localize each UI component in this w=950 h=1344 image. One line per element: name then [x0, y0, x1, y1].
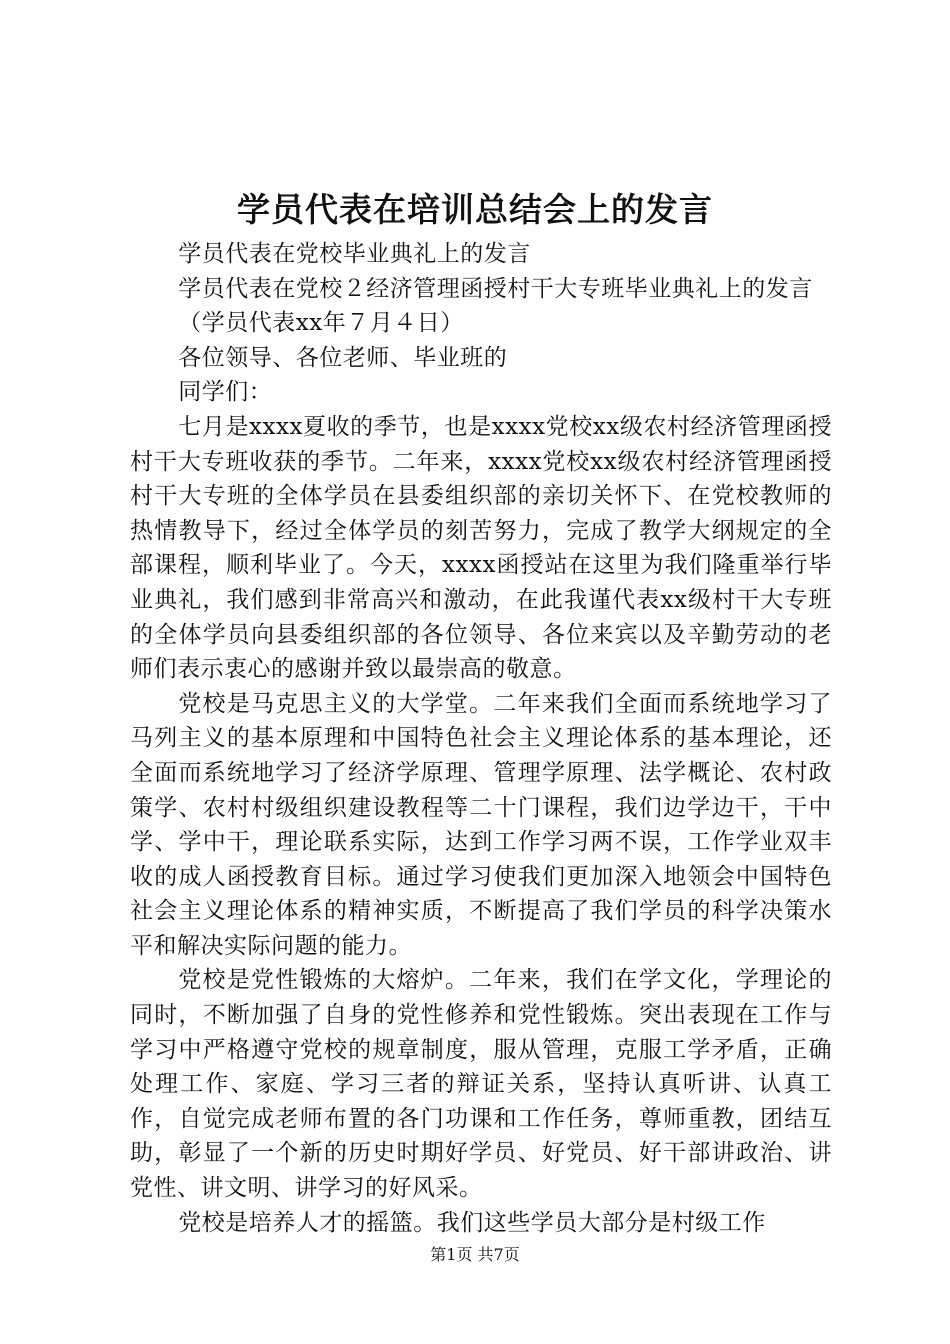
paragraph-heading: 学员代表在党校２经济管理函授村干大专班毕业典礼上的发言: [178, 275, 813, 302]
paragraph-date: （学员代表xx年７月４日）: [178, 310, 464, 337]
page-footer: 第1页 共7页: [430, 1245, 520, 1264]
document-body: [130, 237, 832, 1240]
paragraph-body: 党校是培养人才的摇篮。我们这些学员大部分是村级工作: [178, 1209, 766, 1236]
paragraph-salutation: 各位领导、各位老师、毕业班的: [178, 344, 508, 371]
document-title: 学员代表在培训总结会上的发言: [237, 190, 713, 229]
paragraph-subtitle: 学员代表在党校毕业典礼上的发言: [178, 241, 531, 267]
paragraph-body: 党校是马克思主义的大学堂。二年来我们全面而系统地学习了马列主义的基本原理和中国特色社会主义理论体系的基本理论，还全面而系统地学习了经济学原理、管理学原理、法学概论、农村政策学、农村村级组织建设教程等二十门课程，我们边学边干，干中学、学中干，理论联系实际，达到工作学习两不误，工作学业双丰收的成人函授教育目标。通过学习使我们更加深入地领会中国特色社会主义理论体系的精神实质，不断提高了我们学员的科学决策水平和解决实际问题的能力。: [130, 690, 832, 959]
paragraph-body: 七月是xxxx夏收的季节，也是xxxx党校xx级农村经济管理函授村干大专班收获的季节。二年来，xxxx党校xx级农村经济管理函授村干大专班的全体学员在县委组织部的亲切关怀下、在党校教师的热情教导下，经过全体学员的刻苦努力，完成了教学大纲规定的全部课程，顺利毕业了。今天，xxxx函授站在这里为我们隆重举行毕业典礼，我们感到非常高兴和激动，在此我谨代表xx级村干大专班的全体学员向县委组织部的各位领导、各位来宾以及辛勤劳动的老师们表示衷心的感谢并致以最崇高的敬意。: [130, 413, 832, 683]
paragraph-salutation-cont: 同学们：: [178, 379, 273, 406]
paragraph-body: 党校是党性锻炼的大熔炉。二年来，我们在学文化，学理论的同时，不断加强了自身的党性修养和党性锻炼。突出表现在工作与学习中严格遵守党校的规章制度，服从管理，克服工学矛盾，正确处理工作、家庭、学习三者的辩证关系，坚持认真听讲、认真工作，自觉完成老师布置的各门功课和工作任务，尊师重教，团结互助，彰显了一个新的历史时期好学员、好党员、好干部讲政治、讲党性、讲文明、讲学习的好风采。: [130, 967, 832, 1202]
